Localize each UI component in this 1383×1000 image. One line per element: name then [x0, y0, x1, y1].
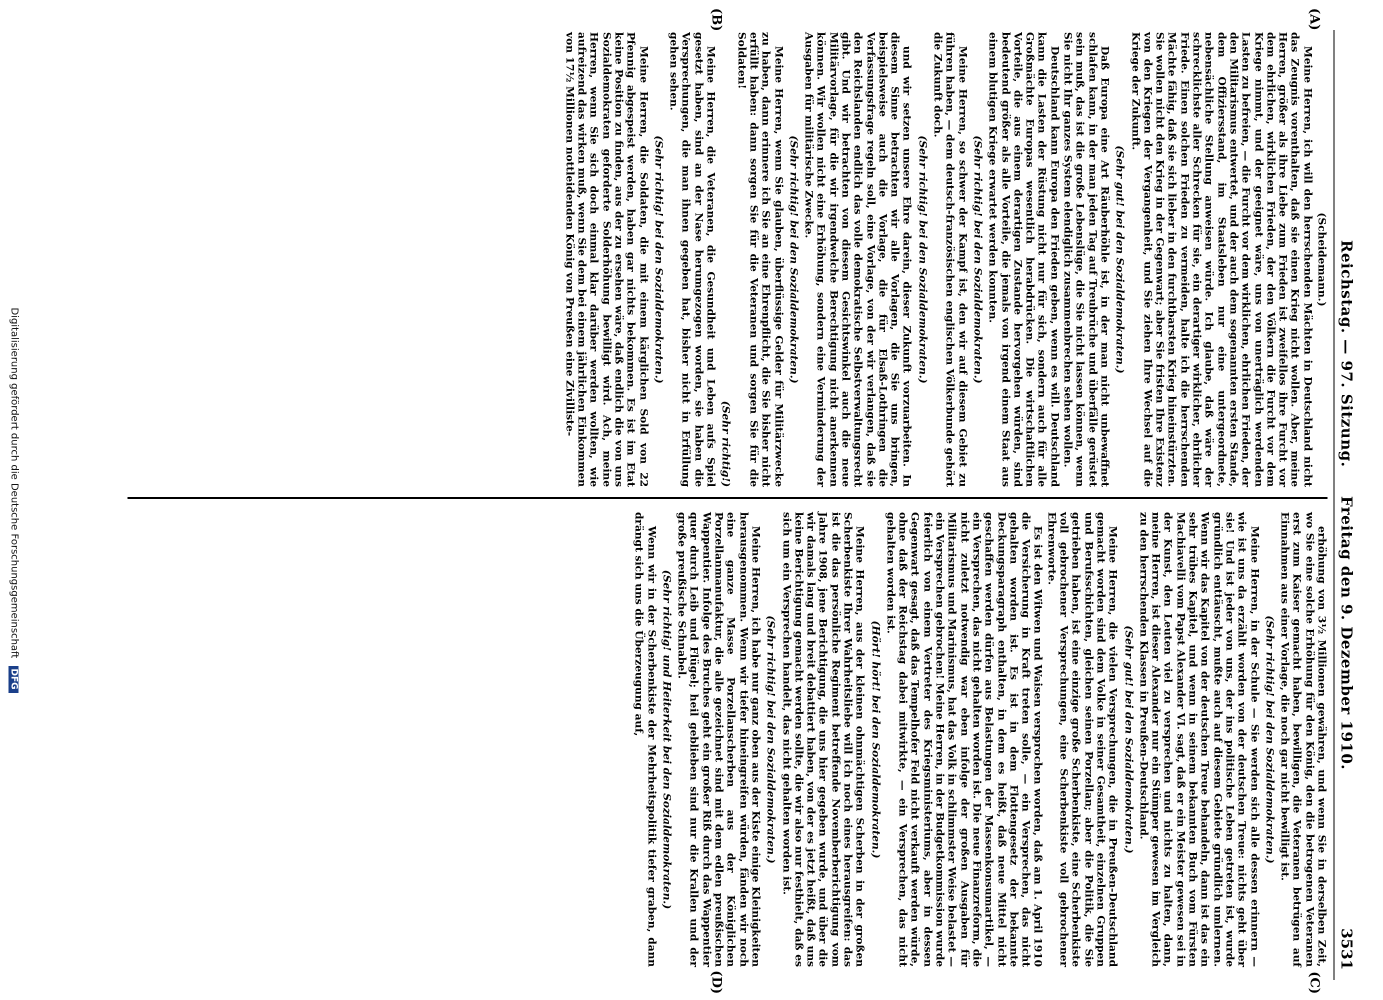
paragraph: Meine Herren, die Veteranen, die Gesundheit und Leben aufs Spiel gesetzt haben, sind an der Nase herumgezogen worden, sie haben die Versprechungen, die man ihnen gegeben hat, bisher nicht in Erfüllung gehen sehen. — [667, 32, 717, 487]
margin-mark-a: (A) — [1306, 8, 1321, 31]
paragraph: Deutschland kann Europa den Frieden geben, wenn es will. Deutschland kann die Lasten der Rüstung nicht nur für sich, sondern auch für alle Großmächte Europas wesentlich herabdrücken. Die wirtschaftlichen Vorteile, die aus einem derartigen Zustande hervorgehen würden, sind bedeutend größer als alle Vorteile, die jemals von irgend einem Staat aus einem blutigen Kriege erwartet werden konnten. — [986, 32, 1060, 487]
interjection: (Sehr richtig!) — [719, 400, 732, 487]
paragraph: Es ist den Witwen und Waisen versprochen worden, daß am 1. April 1910 die Versicherung in Kraft treten solle, — ein Versprechen, das nicht gehalten worden ist. Es ist in dem Flottengesetz der bekannte Deckungsparagraph enthalten, in dem es heißt, daß neue Mittel nicht geschaffen werden dürfen aus Belastungen der Massenkonsumartikel, — ein Versprechen, das nicht gehalten worden ist. Die neue Finanzreform, die nicht zuletzt notwendig war eben infolge der großen Ausgaben für Militarismus und Marinismus, hat das Volk in schlimmster Weise belastet — ein Versprechen gebrochen! Meine Herren, in der Budgetkommission wurde feierlich von einem Vertreter des Kriegsministeriums, aber in dessen Gegenwart gesagt, daß das Tempelhofer Feld nicht verkauft werden würde, ohne daß der Reichstag dabei mitwirkte, — ein Versprechen, das nicht gehalten worden ist. — [883, 512, 1044, 967]
margin-mark-d: (D) — [708, 970, 723, 994]
paragraph: Meine Herren, in der Schule — Sie werden sich alle dessen erinnern — wie ist uns da erzählt worden von der deutschen Treue: nichts geht über sie! Und ist jeder von uns, der ins politische Leben getreten ist, wurde gründlich enttäuscht, mußte auch auf diesem Gebiete gründlich umlernen. Wenn wir das Kapitel von der deutschen Treue behandeln, dann ist das ein sehr trübes Kapitel, und wenn in seinem bekannten Buch vom Fürsten Machiavelli vom Papst Alexander VI. sagt, daß er ein Meister gewesen sei in der Kunst, den Leuten viel zu versprechen und nichts zu halten, dann, meine Herren, ist dieser Alexander nur ein Stümper gewesen im Vergleich zu den herrschenden Klassen in Preußen-Deutschland. — [1136, 512, 1260, 967]
interjection: (Sehr gut! bei den Sozialdemokraten.) — [1113, 145, 1126, 374]
interjection: (Sehr richtig! bei den Sozialdemokraten.) — [764, 615, 777, 864]
paragraph: Meine Herren, ich will den herrschenden Mächten in Deutschland nicht das Zeugnis vorenthalten, daß sie einen Krieg nicht wollen. Aber, meine Herren, größer als ihre Liebe zum Frieden ist zweifellos ihre Furcht vor dem ehrlichen, wirklichen Frieden, der den Völkern die Furcht vor dem Kriege nimmt, und der geeignet wäre, uns von unerträglich werdenden Lasten zu befreien, — die Furcht vor dem wirklichen, ehrlichen Frieden, der den Militarismus entwertet, und der auch dem sogenannten ersten Stande, dem Offiziersstand, im Staatsleben nur eine untergeordnete, nebensächliche Stellung anweisen würde. Ich glaube, daß wäre der schrecklichste aller Schrecken für sie, ein derartiger wirklicher, ehrlicher Friede. Einen solchen Frieden zu vermeiden, halte ich die herrschenden Mächte fähig, daß sie sich lieber in den furchtbarsten Krieg hineinstürzten. Sie wollen nicht den Krieg in der Gegenwart; aber Sie fristen Ihre Existenz von den Kriegen der Vergangenheit, und Sie ziehen Ihre Wechsel auf die Kriege der Zukunft. — [1128, 32, 1313, 487]
paragraph: erhöhung von 3½ Millionen gewähren, und wenn Sie in derselben Zeit, wo Sie eine solche Erhöhung für den König, den die betrogenen Veteranen erst zum Kaiser gemacht haben, bewilligen, die Veteranen betrügen auf Einnahmen aus einer Vorlage, die noch gar nicht bewilligt ist. — [1278, 512, 1327, 967]
interjection: (Sehr richtig! bei den Sozialdemokraten.) — [1262, 615, 1275, 864]
paragraph: Meine Herren, ich habe nur ganz oben aus der Kiste einige Kleinigkeiten herausgenommen. Wenn wir tiefer hineingreifen würden, fänden wir noch eine ganze Masse Porzellanscherben aus der Königlichen Porzellanmanufaktur, die alle gezeichnet sind mit dem edlen preußischen Wappentier. Infolge des Bruches geht ein großer Riß durch das Wappentier quer durch Leib und Flügel; heil geblieben sind nur die Krallen und der große preußische Schnabel. — [675, 512, 761, 967]
interjection: (Sehr richtig! bei den Sozialdemokraten.) — [915, 135, 928, 384]
page-header — [1333, 30, 1358, 980]
margin-mark-b: (B) — [708, 8, 723, 32]
paragraph: Meine Herren, so schwer der Kampf ist, den wir auf diesem Gebiet zu führen haben, — dem deutsch-französischen englischen Völkerbunde gehört die Zukunft doch. — [931, 32, 968, 487]
interjection: (Sehr richtig! bei den Sozialdemokraten.) — [651, 135, 664, 384]
paragraph: Meine Herren, die Soldaten, die mit einem kärglichen Sold von 22 Pfennig abgespeist werden, haben gar nichts bekommen. Es ist im Etat keine Position zu finden, aus der zu ersehen wäre, daß endlich die von uns Sozialdemokraten geforderte Solderhöhung bewilligt wird. Ach, meine Herren, wenn Sie sich doch einmal klar darüber werden wollten, wie aufreizend das wirken muß, wenn Sie dem bei einem jährlichen Einkommen von 17½ Millionen nottleidenden König von Preußen eine Zivilliste- — [562, 32, 649, 487]
interjection: (Sehr richtig! und Heiterkeit bei den Sozialdemokraten.) — [659, 569, 672, 910]
paragraph: Daß Europa eine Art Räuberhöhle ist, in der man nicht unbewaffnet schlafen kann, in der man jeden Tag auf Treubrüche und überfälle gerüstet sein muß, das ist die große Lebenslüge, die Sie nicht lassen können, wenn Sie nicht Ihr ganzes System elendiglich zusammenbrechen sehen wollen. — [1061, 32, 1110, 487]
paragraph: und wir setzen unsere Ehre darein, dieser Zukunft vorzuarbeiten. In diesem Sinne betrachten wir alle Vorlagen, die Sie uns bringen, beispielsweise auch die Vorlage, die für Elsaß-Lothringen die Verfassungsfrage regeln soll, eine Vorlage, von der wir verlangen, daß sie den Reichslanden endlich das volle demokratische Selbstverwaltungsrecht gibt. Und wir betrachten von diesem Gesichtswinkel auch die neue Militärvorlage, für die wir irgendwelche Berechtigung nicht anerkennen können. Wir wollen nicht eine Erhöhung, sondern eine Verminderung der Ausgaben für militärische Zwecke. — [802, 32, 913, 487]
interjection: (Hört! hört! bei den Sozialdemokraten.) — [868, 620, 881, 859]
footer — [8, 0, 19, 1000]
margin-mark-c: (C) — [1306, 971, 1321, 994]
paragraph: Meine Herren, wenn Sie glauben, überflüssige Gelder für Militärzwecke zu haben, dann erinnere ich Sie an eine Ehrenpflicht, die Sie bisher nicht erfüllt haben: dann sorgen Sie für die Veteranen und sorgen Sie für die Soldaten! — [734, 32, 784, 487]
paragraph: Meine Herren, aus der kleinen ohnmächtigen Scherben in der großen Scherbenkiste Ihrer Wahrheitsliebe will ich noch eines herausgreifen: das ist die das persönliche Regiment betreffende Novemberberichtigung vom Jahre 1908, jene Berichtigung, die uns hier gegeben wurde, und über die wir damals lang und breit debattiert haben, von der es jetzt heißt, daß uns keine Berichtigung gemacht werden sollte, die wir also nur festhielt, daß es sich um ein Versprechen handelt, das nicht gehalten worden ist. — [779, 512, 866, 967]
column-divider — [127, 497, 1327, 499]
footer-text: Digitalisierung gefördert durch die Deutsche Forschungsgemeinschaft — [8, 307, 19, 659]
paragraph: Meine Herren, die vielen Versprechungen, die in Preußen-Deutschland gemacht worden sind dem Volke in seiner Gesamtheit, einzelnen Gruppen und Berufsschichten, gleichen seinen Porzellan; aber die Politik, die Sie getrieben haben, ist eine einzige große Scherbenkiste, eine Scherbenkiste voll gebrochener Versprechungen, eine Scherbenkiste voll gebrochener Ehrenworte. — [1044, 512, 1119, 967]
left-column — [561, 32, 1327, 487]
header-title — [1337, 240, 1355, 770]
speaker-name: (Scheidemann.) — [1315, 212, 1327, 307]
interjection: (Sehr gut! bei den Sozialdemokraten.) — [1121, 625, 1134, 854]
dfg-logo: DFG — [8, 666, 18, 693]
header-right-title: Freitag den 9. Dezember 1910. — [1337, 495, 1355, 770]
paragraph: Wenn wir in der Scherbenkiste der Mehrheitspolitik tiefer graben, dann drängt sich uns die Überzeugung auf, — [632, 512, 657, 967]
interjection: (Sehr richtig! bei den Sozialdemokraten.) — [786, 135, 799, 384]
right-column — [631, 512, 1327, 967]
header-left-title: Reichstag. — 97. Sitzung. — [1337, 240, 1355, 468]
page-number: 3531 — [1337, 928, 1355, 970]
interjection: (Sehr richtig! bei den Sozialdemokraten.) — [970, 135, 983, 384]
